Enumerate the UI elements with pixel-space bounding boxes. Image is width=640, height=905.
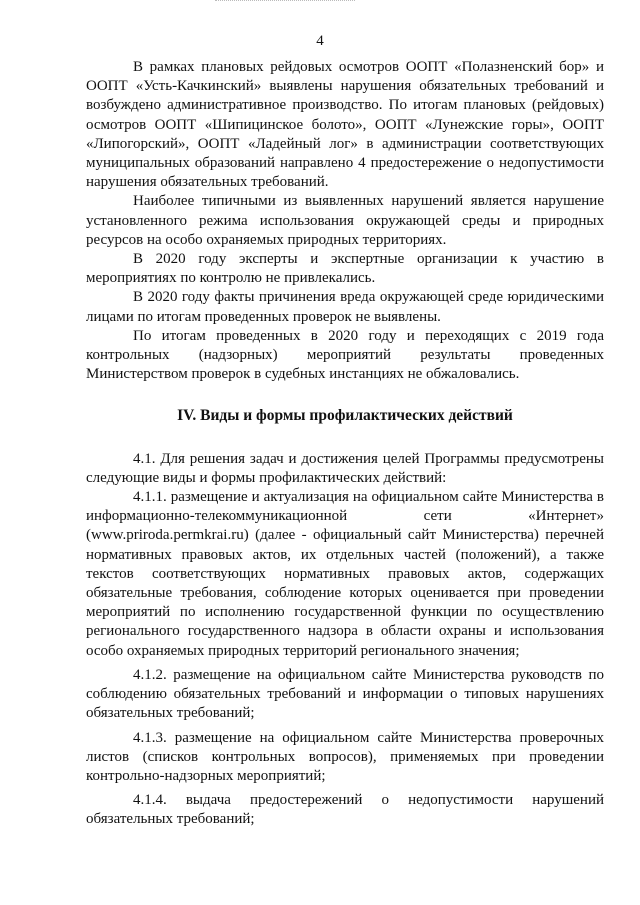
page-number: 4: [316, 33, 324, 49]
paragraph-typical-violations: Наиболее типичными из выявленных нарушений является нарушение установленного режима использования окружающей среды и природных ресурсов на особо охраняемых природных территориях.: [86, 193, 604, 248]
paragraph-experts: В 2020 году эксперты и экспертные организации к участию в мероприятиях по контролю не привлекались.: [86, 251, 604, 287]
paragraph-inspections: В рамках плановых рейдовых осмотров ООПТ «Полазненский бор» и ООПТ «Усть-Качкинский» выявлены нарушения обязательных требований и возбуждено административное производство. По итогам плановых (рейдовых) осмотров ООПТ «Шипицинское болото», ООПТ «Лунежские горы», ООПТ «Липогорский», ООПТ «Ладейный лог» в администрации соответствующих муниципальных образований направлено 4 предостережение о недопустимости нарушения обязательных требований.: [86, 59, 604, 191]
scan-edge-mark: [215, 0, 355, 3]
paragraph-court-appeals: По итогам проведенных в 2020 году и переходящих с 2019 года контрольных (надзорных) мероприятий результаты проведенных Министерством проверок в судебных инстанциях не обжаловались.: [86, 327, 604, 383]
paragraph-4-1: 4.1. Для решения задач и достижения целей Программы предусмотрены следующие виды и формы профилактических действий:: [86, 450, 604, 486]
paragraph-4-1-4: 4.1.4. выдача предостережений о недопустимости нарушений обязательных требований;: [86, 792, 604, 828]
paragraph-4-1-1: 4.1.1. размещение и актуализация на официальном сайте Министерства в информационно-телекоммуникационной сети «Интернет» (www.priroda.permkrai.ru) (далее - официальный сайт Министерства) перечней нормативных правовых актов, их отдельных частей (положений), а также текстов соответствующих нормативных правовых актов, содержащих обязательные требования, соблюдение которых оценивается при проведении мероприятий по исполнению государственной функции по осуществлению регионального государственного надзора в области охраны и использования особо охраняемых природных территорий регионального значения;: [86, 489, 604, 659]
document-body: [86, 58, 604, 830]
paragraph-4-1-3: 4.1.3. размещение на официальном сайте Министерства проверочных листов (списков контрольных вопросов), применяемых при проведении контрольно-надзорных мероприятий;: [86, 729, 604, 784]
paragraph-harm-facts: В 2020 году факты причинения вреда окружающей среде юридическими лицами по итогам проведенных проверок не выявлены.: [86, 289, 604, 325]
section-heading: IV. Виды и формы профилактических действий: [177, 407, 513, 425]
paragraph-4-1-2: 4.1.2. размещение на официальном сайте Министерства руководств по соблюдению обязательных требований и информации о типовых нарушениях обязательных требований;: [86, 666, 604, 722]
